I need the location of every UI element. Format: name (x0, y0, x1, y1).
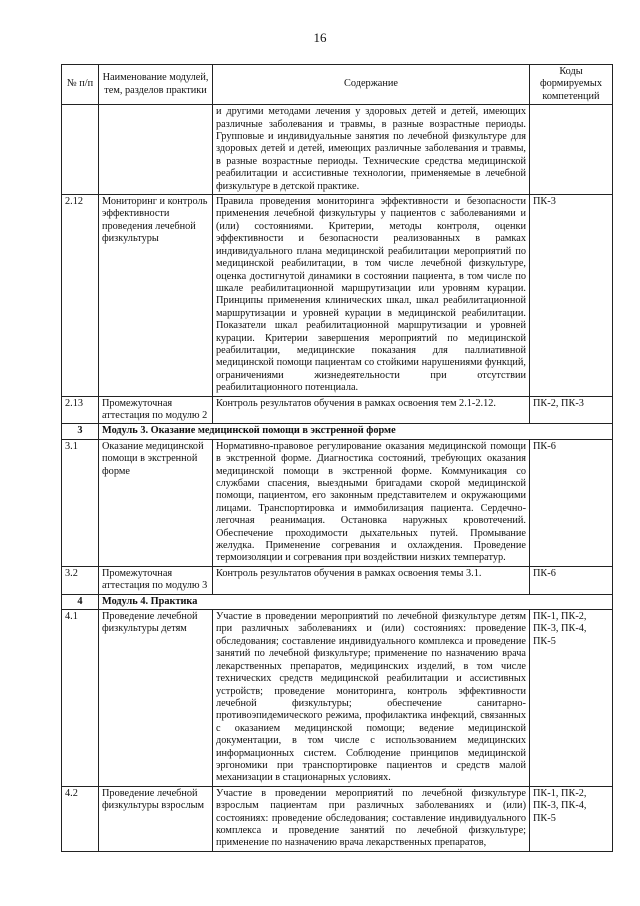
module-num: 3 (62, 424, 99, 439)
row-module: Мониторинг и контроль эффективности проведения лечебной физкультуры (99, 195, 213, 397)
row-codes: ПК-2, ПК-3 (530, 396, 613, 424)
row-num: 4.1 (62, 610, 99, 787)
table-row (62, 786, 613, 851)
table-row (62, 439, 613, 566)
row-content: Участие в проведении мероприятий по лечебной физкультуре взрослым пациентам при различных заболеваниях и (или) состояниях: проведение обследования; составление индивидуального комплекса и проведение занятий по лечебной физкультуре; применение по назначению врача лекарственных препаратов, (213, 786, 530, 851)
row-num: 2.13 (62, 396, 99, 424)
table-row (62, 105, 613, 195)
row-content: Контроль результатов обучения в рамках освоения темы 3.1. (213, 566, 530, 594)
row-module (99, 105, 213, 195)
row-codes: ПК-3 (530, 195, 613, 397)
row-content: и другими методами лечения у здоровых детей и детей, имеющих различные заболевания и травмы, в разные возрастные периоды. Групповые и индивидуальные занятия по лечебной физкультуре для здоровых детей и детей, имеющих различные заболевания и травмы, в разные возрастные периоды. Технические средства медицинской реабилитации и ассистивные технологии, применяемые в лечебной физкультуре в детской практике. (213, 105, 530, 195)
row-num: 3.2 (62, 566, 99, 594)
header-module: Наименование модулей, тем, разделов практики (99, 65, 213, 105)
row-content: Участие в проведении мероприятий по лечебной физкультуре детям при различных заболеваниях и (или) состояниях: проведение обследования; составление индивидуального комплекса и проведение занятий по лечебной физкультуре; применение по назначению врача лекарственных препаратов, медицинских изделий, в том числе технических средств медицинской реабилитации и ассистивных устройств; проведение мониторинга, контроль эффективности лечебной физкультуры; обеспечение санитарно-противоэпидемического режима, профилактика инфекций, связанных с оказанием медицинской помощи; ведение медицинской документации, в том числе с использованием медицинских информационных систем. Соблюдение принципов медицинской эргономики при транспортировке пациентов и средств малой механизации в стационарных условиях. (213, 610, 530, 787)
module-title: Модуль 3. Оказание медицинской помощи в экстренной форме (99, 424, 613, 439)
curriculum-table (61, 64, 613, 852)
module-row (62, 424, 613, 439)
row-module: Промежуточная аттестация по модулю 2 (99, 396, 213, 424)
row-content: Нормативно-правовое регулирование оказания медицинской помощи в экстренной форме. Диагностика состояний, требующих оказания медицинской помощи в экстренной форме. Коммуникация со службами спасения, выездными бригадами скорой медицинской помощи, пациентом, его законным представителем и окружающими лицами. Транспортировка и иммобилизация пациента. Сердечно-легочная реанимация. Остановка наружных кровотечений. Обеспечение проходимости дыхательных путей. Промывание желудка. Применение согревания и охлаждения. Проведение термоизоляции и согревания при воздействии низких температур. (213, 439, 530, 566)
row-codes: ПК-6 (530, 566, 613, 594)
header-codes: Коды формируемых компетенций (530, 65, 613, 105)
table-row (62, 396, 613, 424)
module-num: 4 (62, 594, 99, 609)
row-module: Проведение лечебной физкультуры детям (99, 610, 213, 787)
row-codes: ПК-1, ПК-2, ПК-3, ПК-4, ПК-5 (530, 610, 613, 787)
table-row (62, 566, 613, 594)
module-row (62, 594, 613, 609)
table-row (62, 195, 613, 397)
row-module: Промежуточная аттестация по модулю 3 (99, 566, 213, 594)
row-content: Правила проведения мониторинга эффективности и безопасности применения лечебной физкультуры у пациентов с заболеваниями и (или) состояниями. Критерии, методы контроля, оценки эффективности и безопасности реализованных в рамках индивидуального плана медицинской реабилитации мероприятий по медицинской реабилитации, в том числе лечебной физкультуре, оценка достигнутой динамики в состоянии пациента, в том числе по шкале реабилитационной маршрутизации или уровням курации. Принципы применения клинических шкал, шкал реабилитационной маршрутизации и уровней курации в медицинской реабилитации. Показатели шкал реабилитационной маршрутизации и уровней курации. Критерии завершения мероприятий по медицинской реабилитации, медицинские показания для паллиативной медицинской помощи пациентам со стойкими нарушениями функций, ограничениями жизнедеятельности при отсутствии реабилитационного потенциала. (213, 195, 530, 397)
row-num: 3.1 (62, 439, 99, 566)
row-num: 2.12 (62, 195, 99, 397)
page-number: 16 (313, 30, 327, 45)
header-num: № п/п (62, 65, 99, 105)
row-num (62, 105, 99, 195)
header-content: Содержание (213, 65, 530, 105)
row-codes: ПК-1, ПК-2, ПК-3, ПК-4, ПК-5 (530, 786, 613, 851)
row-content: Контроль результатов обучения в рамках освоения тем 2.1-2.12. (213, 396, 530, 424)
table-header-row (62, 65, 613, 105)
row-num: 4.2 (62, 786, 99, 851)
row-module: Проведение лечебной физкультуры взрослым (99, 786, 213, 851)
row-codes (530, 105, 613, 195)
table-row (62, 610, 613, 787)
module-title: Модуль 4. Практика (99, 594, 613, 609)
row-module: Оказание медицинской помощи в экстренной форме (99, 439, 213, 566)
row-codes: ПК-6 (530, 439, 613, 566)
